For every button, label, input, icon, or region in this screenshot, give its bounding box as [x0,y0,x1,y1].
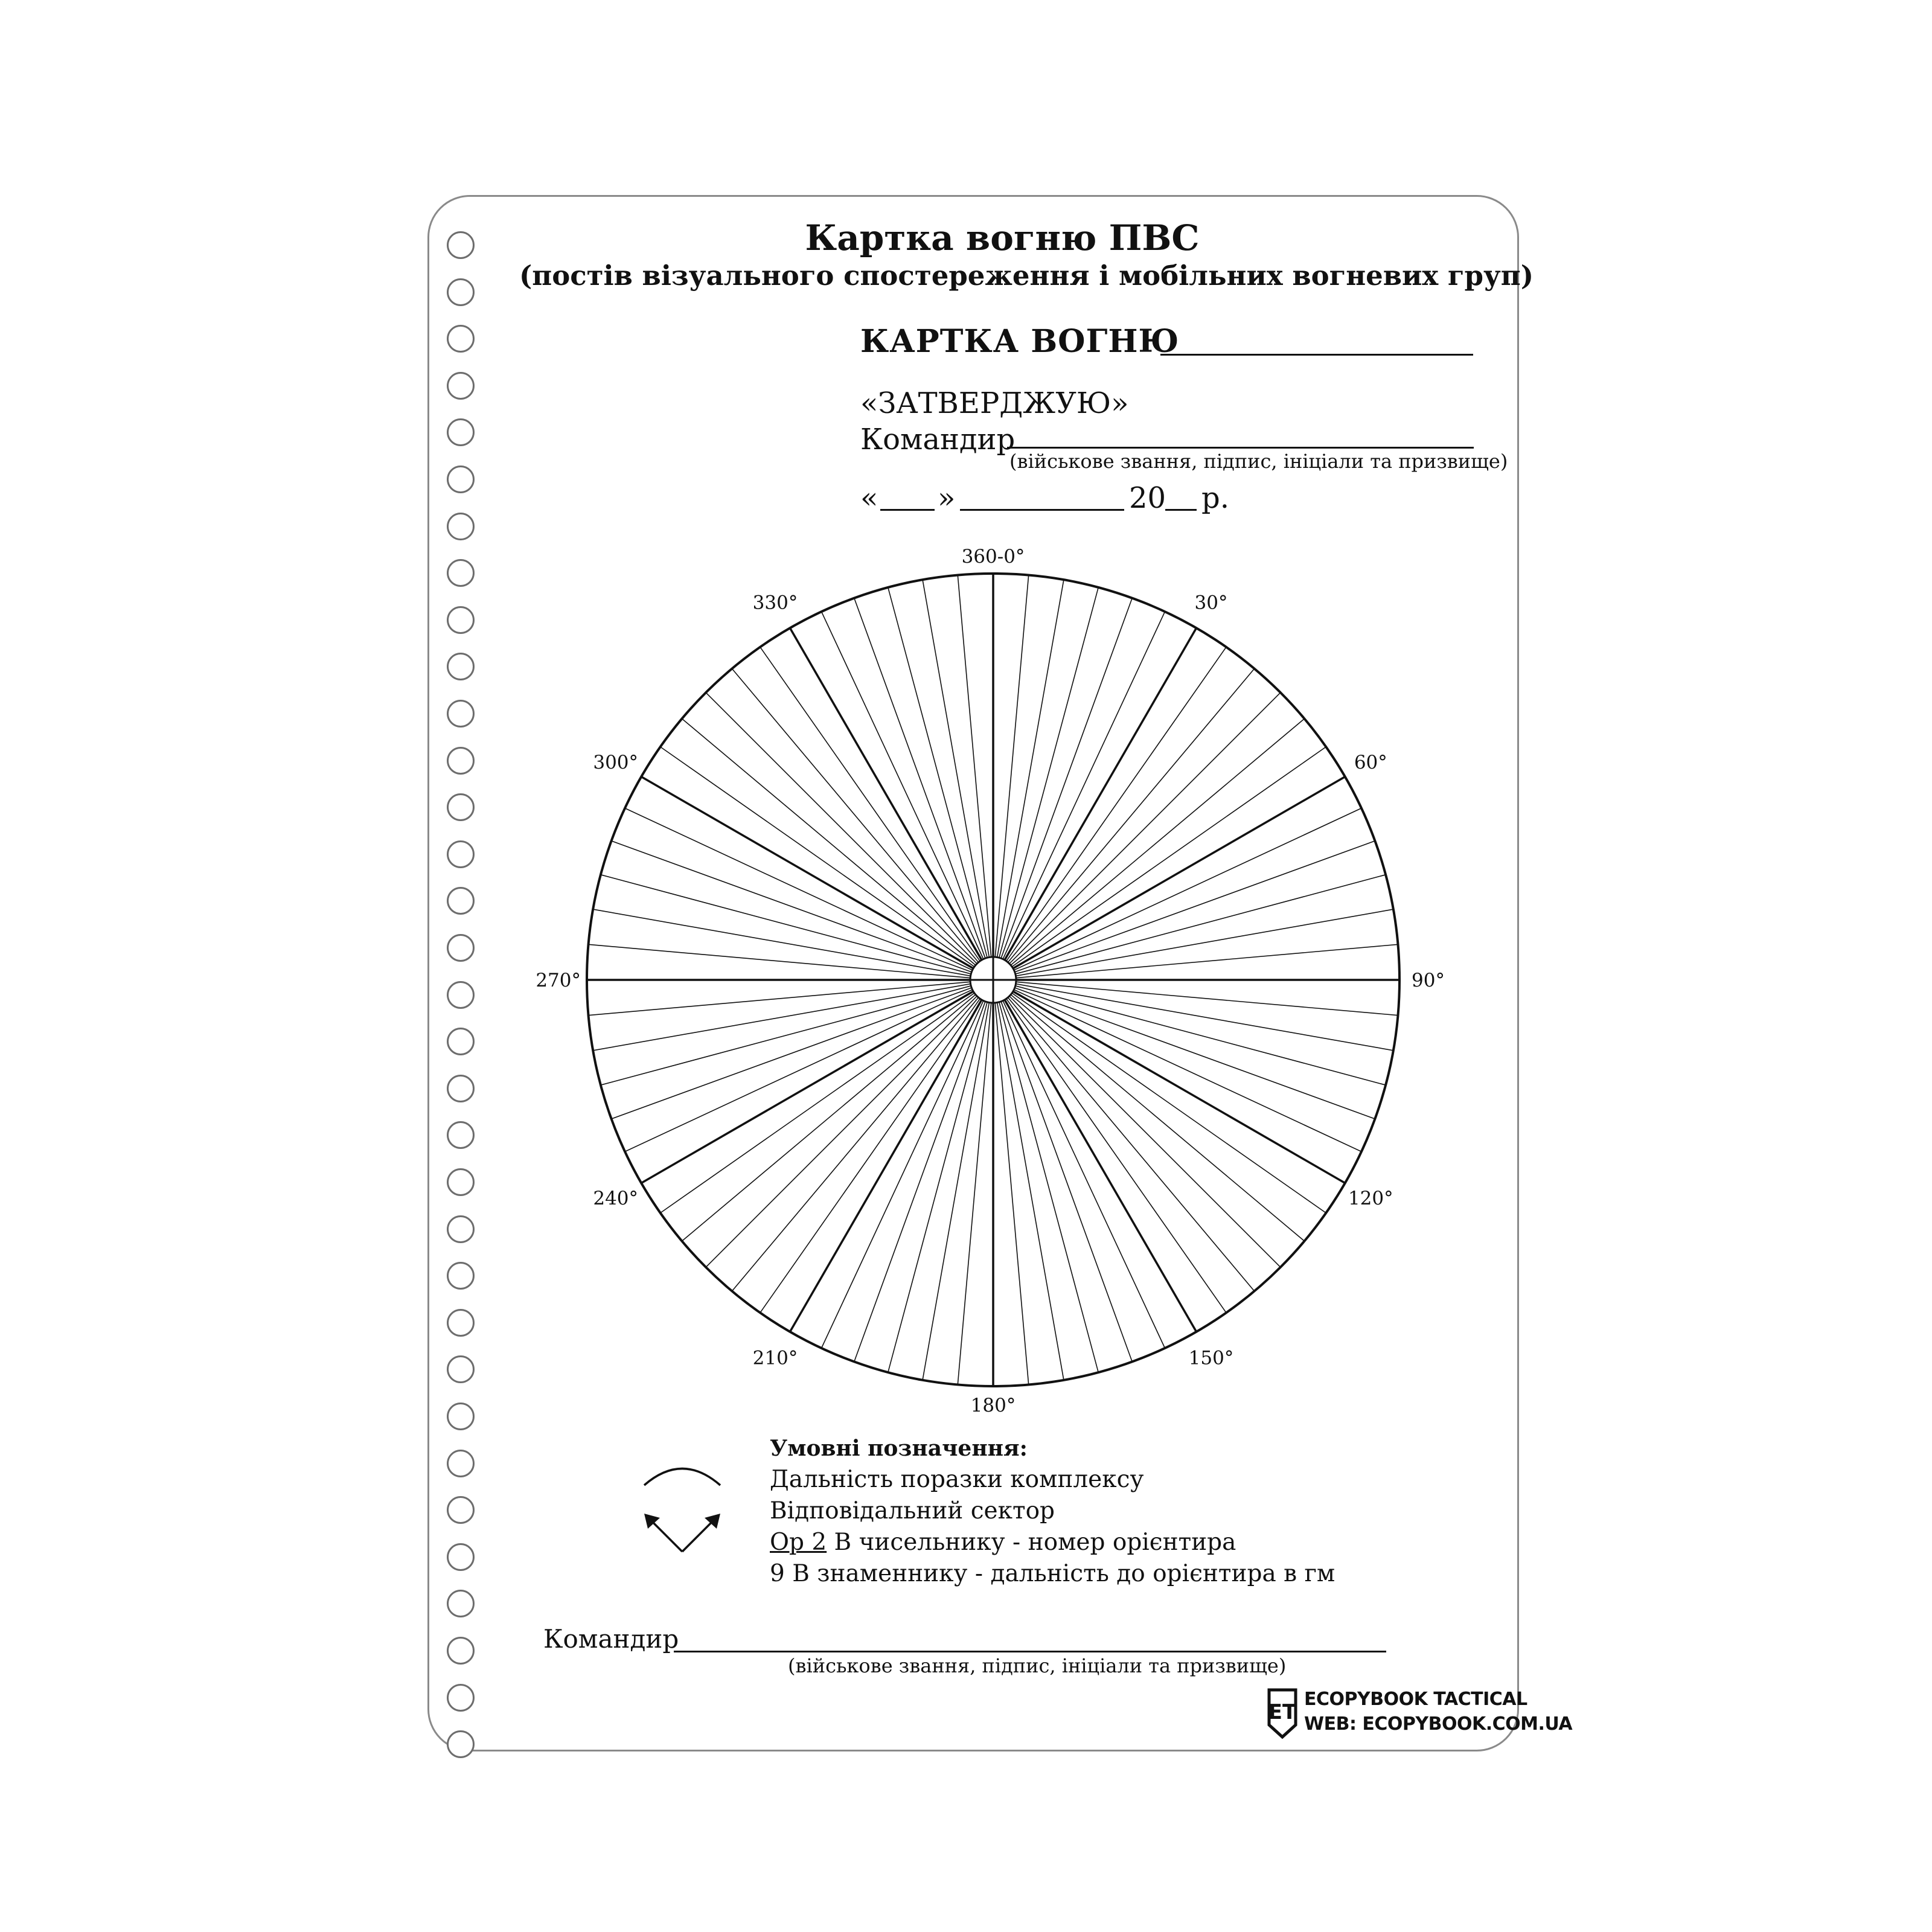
compass-minor-ray [1016,986,1386,1085]
compass-minor-ray [1011,994,1304,1241]
compass-minor-ray [888,1002,987,1372]
compass-degree-label: 120° [1348,1188,1393,1209]
compass-minor-ray [995,575,1028,958]
compass-degree-label: 180° [970,1395,1016,1416]
compass-minor-ray [1008,997,1254,1291]
compass-minor-ray [1015,988,1375,1119]
compass-minor-ray [706,996,977,1267]
brand-name: ECOPYBOOK TACTICAL [1304,1689,1527,1710]
compass-minor-ray [1006,999,1226,1313]
compass-minor-ray [1012,993,1326,1213]
compass-major-ray [790,628,982,960]
compass-minor-ray [1009,693,1281,964]
logo-letters: ET [1268,1700,1297,1724]
compass-degree-label: 270° [536,970,581,991]
landmark-number-example: Ор 2 [770,1529,827,1556]
compass-minor-ray [1016,944,1398,977]
compass-major-ray [1005,1000,1197,1332]
compass-minor-ray [760,999,980,1313]
compass-degree-label: 30° [1194,592,1228,614]
compass-degree-label: 90° [1412,970,1445,991]
compass-minor-ray [732,669,978,962]
compass-major-ray [1013,991,1345,1183]
compass-minor-ray [682,994,976,1241]
compass-minor-ray [854,598,985,959]
compass-minor-ray [1008,669,1254,962]
commander-caption-bottom: (військове звання, підпис, ініціали та призвище) [788,1654,1287,1677]
page-subtitle: (постів візуального спостереження і мобільних вогневих груп) [519,260,1534,292]
compass-major-ray [790,1000,982,1332]
date-year-prefix: 20 [1129,481,1166,515]
compass-minor-ray [589,982,971,1015]
approval-label: «ЗАТВЕРДЖУЮ» [860,386,1129,420]
compass-minor-ray [1011,718,1304,965]
legend-title: Умовні позначення: [770,1436,1028,1461]
date-year-suffix: р. [1201,481,1229,515]
compass-minor-ray [601,986,971,1085]
compass-minor-ray [999,1002,1098,1372]
page-title: Картка вогню ПВС [805,217,1200,258]
compass-minor-ray [1015,841,1375,972]
compass-minor-ray [1001,1002,1132,1362]
compass-minor-ray [1016,875,1386,974]
compass-minor-ray [958,1003,991,1384]
compass-degree-label: 210° [752,1347,798,1369]
sector-arrows-icon [637,1467,734,1564]
date-quote-open: « [860,481,878,515]
compass-minor-ray [1009,996,1281,1267]
compass-degree-label: 60° [1354,752,1387,773]
landmark-number-text: В чисельнику - номер орієнтира [827,1529,1236,1556]
compass-minor-ray [888,587,987,958]
compass-major-ray [641,991,973,1183]
compass-minor-ray [1016,982,1398,1015]
compass-minor-ray [999,587,1098,958]
compass-minor-ray [958,575,991,958]
compass-minor-ray [995,1003,1028,1384]
card-number-label: КАРТКА ВОГНЮ [860,323,1180,360]
legend-item-landmark-number [770,1529,1236,1556]
compass-minor-ray [682,718,976,965]
commander-caption-top: (військове звання, підпис, ініціали та призвище) [1009,450,1508,473]
ecopybook-logo-icon [1267,1687,1298,1739]
compass-degree-label: 330° [752,592,798,614]
compass-degree-label: 150° [1188,1347,1234,1369]
compass-minor-ray [661,747,974,967]
compass-minor-ray [612,841,972,972]
compass-degree-label: 240° [593,1188,639,1209]
commander-label-bottom: Командир [543,1624,679,1654]
compass-degree-label: 300° [593,752,639,773]
compass-minor-ray [661,993,974,1213]
compass-minor-ray [706,693,977,964]
compass-major-ray [641,777,973,969]
legend-item-landmark-distance: 9 В знаменнику - дальність до орієнтира в гм [770,1560,1335,1587]
compass-minor-ray [1001,598,1132,959]
compass-minor-ray [601,875,971,974]
commander-signature-field-bottom[interactable] [674,1651,1386,1652]
legend-item-range: Дальність поразки комплексу [770,1466,1144,1493]
legend-item-sector: Відповідальний сектор [770,1497,1055,1524]
compass-minor-ray [612,988,972,1119]
compass-minor-ray [854,1002,985,1362]
date-quote-close: » [938,481,956,515]
compass-minor-ray [732,997,978,1291]
compass-minor-ray [1006,647,1226,961]
compass-major-ray [1005,628,1197,960]
compass-minor-ray [760,647,980,961]
compass-minor-ray [1012,747,1326,967]
commander-label-top: Командир [860,423,1016,456]
compass-major-ray [1013,777,1345,969]
compass-minor-ray [589,944,971,977]
brand-website[interactable]: WEB: ECOPYBOOK.COM.UA [1304,1713,1573,1735]
compass-degree-label: 360-0° [961,546,1025,568]
